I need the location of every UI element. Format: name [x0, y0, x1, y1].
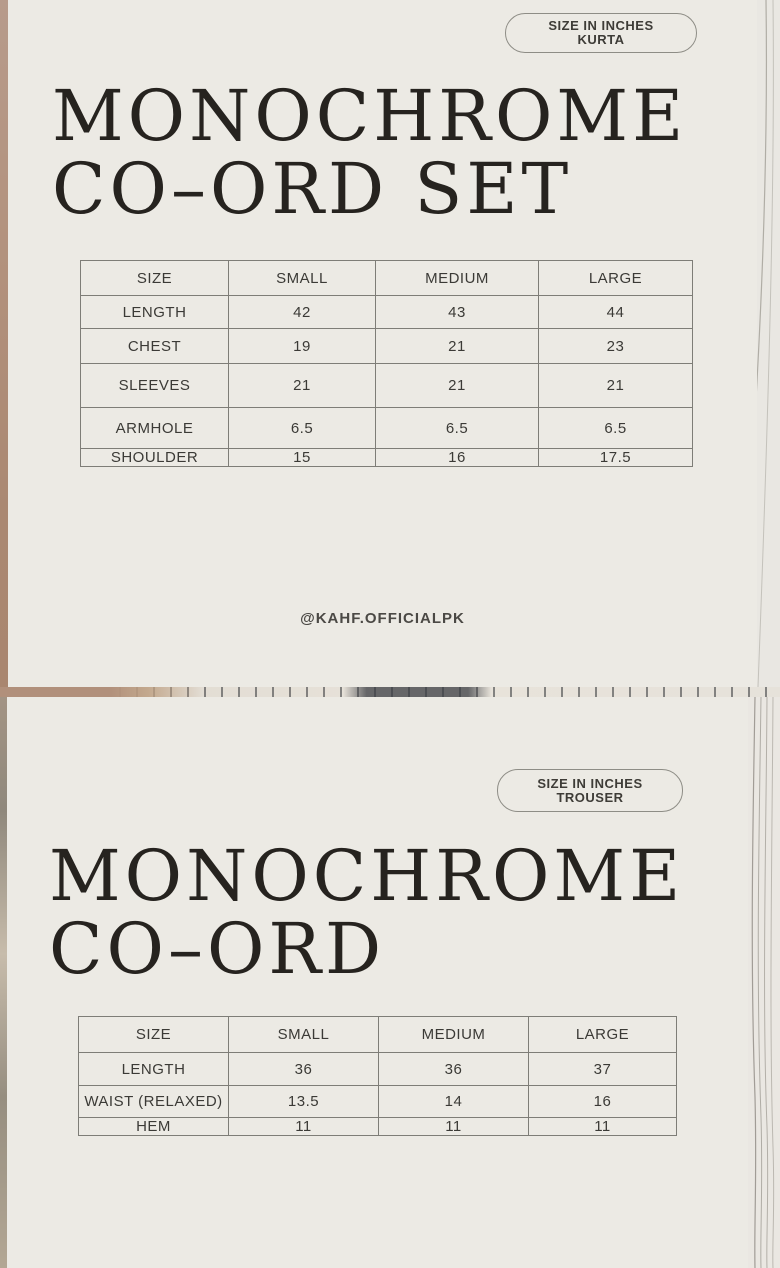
fabric-stripe-lines: [748, 697, 780, 1268]
instagram-handle: @KAHF.OFFICIALPK: [300, 610, 465, 627]
right-edge-texture-bottom: [748, 697, 780, 1268]
cell-small: 13.5: [229, 1086, 379, 1118]
title-line2: CO–ORD SET: [52, 148, 573, 230]
cell-medium: 6.5: [376, 408, 539, 449]
row-label: WAIST (RELAXED): [79, 1086, 229, 1118]
cell-large: 23: [539, 329, 693, 364]
cell-medium: 21: [376, 364, 539, 408]
row-label: CHEST: [81, 329, 229, 364]
column-header: LARGE: [539, 261, 693, 296]
cell-medium: 36: [379, 1053, 529, 1086]
table-row: [79, 1053, 677, 1086]
left-edge-texture-top: [0, 0, 8, 687]
cell-large: 17.5: [539, 449, 693, 467]
kurta-size-table: [80, 260, 693, 467]
cell-medium: 21: [376, 329, 539, 364]
cell-small: 11: [229, 1118, 379, 1136]
title-line1: MONOCHROME: [52, 75, 688, 157]
badge-line2: KURTA: [577, 32, 625, 47]
cell-medium: 16: [376, 449, 539, 467]
badge-line1: SIZE IN INCHES: [548, 18, 654, 33]
trouser-size-panel: [7, 697, 748, 1268]
table-header-row: [81, 261, 693, 296]
kurta-title: [52, 75, 688, 230]
kurta-size-panel: [8, 0, 757, 687]
row-label: LENGTH: [79, 1053, 229, 1086]
cell-large: 16: [529, 1086, 677, 1118]
title-line2: CO–ORD: [49, 908, 386, 990]
row-label: SLEEVES: [81, 364, 229, 408]
table-header-row: [79, 1017, 677, 1053]
table-row: [81, 329, 693, 364]
left-edge-texture-bottom: [0, 697, 7, 1268]
size-in-inches-kurta-badge: [505, 13, 697, 53]
cell-small: 19: [229, 329, 376, 364]
size-in-inches-trouser-badge: [497, 769, 683, 812]
table-row: [79, 1086, 677, 1118]
right-edge-texture-top: [757, 0, 780, 687]
column-header: SIZE: [79, 1017, 229, 1053]
column-header: SMALL: [229, 1017, 379, 1053]
row-label: LENGTH: [81, 296, 229, 329]
cell-large: 21: [539, 364, 693, 408]
badge-line2: TROUSER: [556, 789, 624, 805]
table-row: [81, 296, 693, 329]
title-line1: MONOCHROME: [49, 835, 685, 917]
table-row: [81, 408, 693, 449]
background-texture-divider: [0, 687, 780, 697]
column-header: LARGE: [529, 1017, 677, 1053]
table-row: [79, 1118, 677, 1136]
column-header: SIZE: [81, 261, 229, 296]
table-row: [81, 364, 693, 408]
column-header: SMALL: [229, 261, 376, 296]
fabric-fold-lines: [757, 0, 780, 687]
cell-small: 42: [229, 296, 376, 329]
cell-large: 37: [529, 1053, 677, 1086]
cell-small: 36: [229, 1053, 379, 1086]
trouser-size-table: [78, 1016, 677, 1136]
row-label: SHOULDER: [81, 449, 229, 467]
cell-medium: 43: [376, 296, 539, 329]
column-header: MEDIUM: [376, 261, 539, 296]
cell-small: 6.5: [229, 408, 376, 449]
row-label: HEM: [79, 1118, 229, 1136]
cell-medium: 11: [379, 1118, 529, 1136]
cell-large: 44: [539, 296, 693, 329]
cell-small: 21: [229, 364, 376, 408]
cell-large: 11: [529, 1118, 677, 1136]
cell-small: 15: [229, 449, 376, 467]
trouser-title: [49, 835, 685, 990]
row-label: ARMHOLE: [81, 408, 229, 449]
cell-medium: 14: [379, 1086, 529, 1118]
column-header: MEDIUM: [379, 1017, 529, 1053]
table-row: [81, 449, 693, 467]
badge-line1: SIZE IN INCHES: [537, 775, 643, 791]
cell-large: 6.5: [539, 408, 693, 449]
